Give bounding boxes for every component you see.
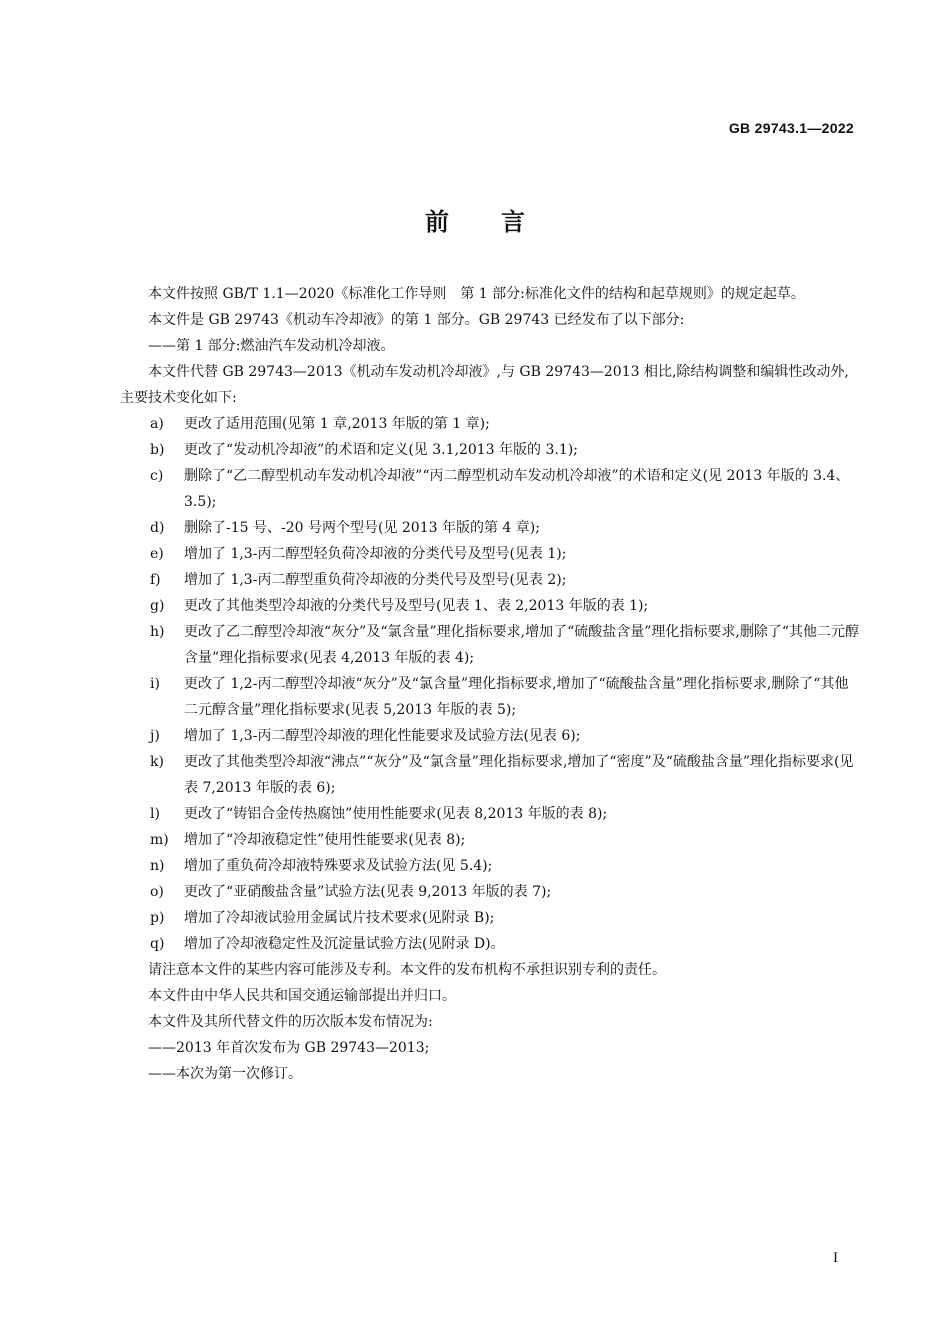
list-item-text: 增加了重负荷冷却液特殊要求及试验方法(见 5.4); <box>184 858 493 874</box>
list-item-text: 更改了其他类型冷却液的分类代号及型号(见表 1、表 2,2013 年版的表 1); <box>184 598 649 614</box>
list-marker: n) <box>150 858 165 874</box>
paragraph-replacement: 本文件代替 GB 29743—2013《机动车发动机冷却液》,与 GB 29743—2013 相比,除结构调整和编辑性改动外,主要技术变化如下: <box>120 364 849 406</box>
list-marker: a) <box>150 416 164 432</box>
paragraph-series-parts: 本文件是 GB 29743《机动车冷却液》的第 1 部分。GB 29743 已经发布了以下部分: <box>148 312 685 328</box>
list-marker: h) <box>150 624 165 640</box>
part-list-item: ——第 1 部分:燃油汽车发动机冷却液。 <box>148 338 395 354</box>
list-item <box>120 515 860 541</box>
list-item <box>120 749 860 801</box>
list-item <box>120 593 860 619</box>
list-marker: k) <box>150 754 164 770</box>
list-marker: d) <box>150 520 165 536</box>
list-marker: o) <box>150 884 164 900</box>
paragraph-drafting-rules: 本文件按照 GB/T 1.1—2020《标准化工作导则 第 1 部分:标准化文件的结构和起草规则》的规定起草。 <box>148 286 805 302</box>
list-item-text: 删除了“乙二醇型机动车发动机冷却液”“丙二醇型机动车发动机冷却液”的术语和定义(见 2013 年版的 3.4、3.5); <box>184 468 850 510</box>
list-item <box>120 905 860 931</box>
paragraph-patent-notice: 请注意本文件的某些内容可能涉及专利。本文件的发布机构不承担识别专利的责任。 <box>148 962 666 978</box>
list-item-text: 增加了冷却液稳定性及沉淀量试验方法(见附录 D)。 <box>184 936 505 952</box>
list-item <box>120 411 860 437</box>
list-marker: g) <box>150 598 165 614</box>
list-item-text: 更改了“铸铝合金传热腐蚀”使用性能要求(见表 8,2013 年版的表 8); <box>184 806 608 822</box>
list-item-text: 更改了“亚硝酸盐含量”试验方法(见表 9,2013 年版的表 7); <box>184 884 552 900</box>
list-item-text: 删除了-15 号、-20 号两个型号(见 2013 年版的第 4 章); <box>184 520 540 536</box>
page-number: I <box>833 1250 838 1266</box>
list-item <box>120 801 860 827</box>
list-item <box>120 671 860 723</box>
list-item-text: 更改了其他类型冷却液“沸点”“灰分”及“氯含量”理化指标要求,增加了“密度”及“硫酸盐含量”理化指标要求(见表 7,2013 年版的表 6); <box>184 754 854 796</box>
list-item-text: 更改了乙二醇型冷却液“灰分”及“氯含量”理化指标要求,增加了“硫酸盐含量”理化指标要求,删除了“其他二元醇含量”理化指标要求(见表 4,2013 年版的表 4); <box>184 624 859 666</box>
list-item <box>120 723 860 749</box>
list-item <box>120 463 860 515</box>
list-item-text: 增加了冷却液试验用金属试片技术要求(见附录 B); <box>184 910 495 926</box>
standard-number: GB 29743.1—2022 <box>728 120 854 136</box>
list-item <box>120 437 860 463</box>
page-title: 前言 <box>425 208 577 236</box>
list-item <box>120 619 860 671</box>
list-item-text: 增加了 1,3-丙二醇型重负荷冷却液的分类代号及型号(见表 2); <box>184 572 567 588</box>
list-item-text: 更改了适用范围(见第 1 章,2013 年版的第 1 章); <box>184 416 490 432</box>
list-marker: i) <box>150 676 160 692</box>
list-marker: f) <box>150 572 161 588</box>
list-marker: b) <box>150 442 165 458</box>
list-marker: l) <box>150 806 160 822</box>
list-item <box>120 879 860 905</box>
list-item-text: 增加了 1,3-丙二醇型冷却液的理化性能要求及试验方法(见表 6); <box>184 728 581 744</box>
history-line-current: ——本次为第一次修订。 <box>148 1066 302 1082</box>
list-marker: j) <box>150 728 160 744</box>
list-item <box>120 827 860 853</box>
paragraph-proposer: 本文件由中华人民共和国交通运输部提出并归口。 <box>148 988 456 1004</box>
foreword-body <box>120 281 860 1087</box>
list-item-text: 增加了 1,3-丙二醇型轻负荷冷却液的分类代号及型号(见表 1); <box>184 546 567 562</box>
history-line-2013: ——2013 年首次发布为 GB 29743—2013; <box>148 1040 430 1056</box>
list-item-text: 增加了“冷却液稳定性”使用性能要求(见表 8); <box>184 832 466 848</box>
list-item <box>120 931 860 957</box>
list-item-text: 更改了 1,2-丙二醇型冷却液“灰分”及“氯含量”理化指标要求,增加了“硫酸盐含量”理化指标要求,删除了“其他二元醇含量”理化指标要求(见表 5,2013 年版的表 5); <box>184 676 849 718</box>
list-item <box>120 541 860 567</box>
technical-changes-list <box>120 411 860 957</box>
paragraph-history-intro: 本文件及其所代替文件的历次版本发布情况为: <box>148 1014 433 1030</box>
list-marker: q) <box>150 936 165 952</box>
list-marker: c) <box>150 468 164 484</box>
list-marker: m) <box>150 832 169 848</box>
list-marker: e) <box>150 546 164 562</box>
list-item-text: 更改了“发动机冷却液”的术语和定义(见 3.1,2013 年版的 3.1); <box>184 442 578 458</box>
list-item <box>120 567 860 593</box>
list-marker: p) <box>150 910 165 926</box>
list-item <box>120 853 860 879</box>
